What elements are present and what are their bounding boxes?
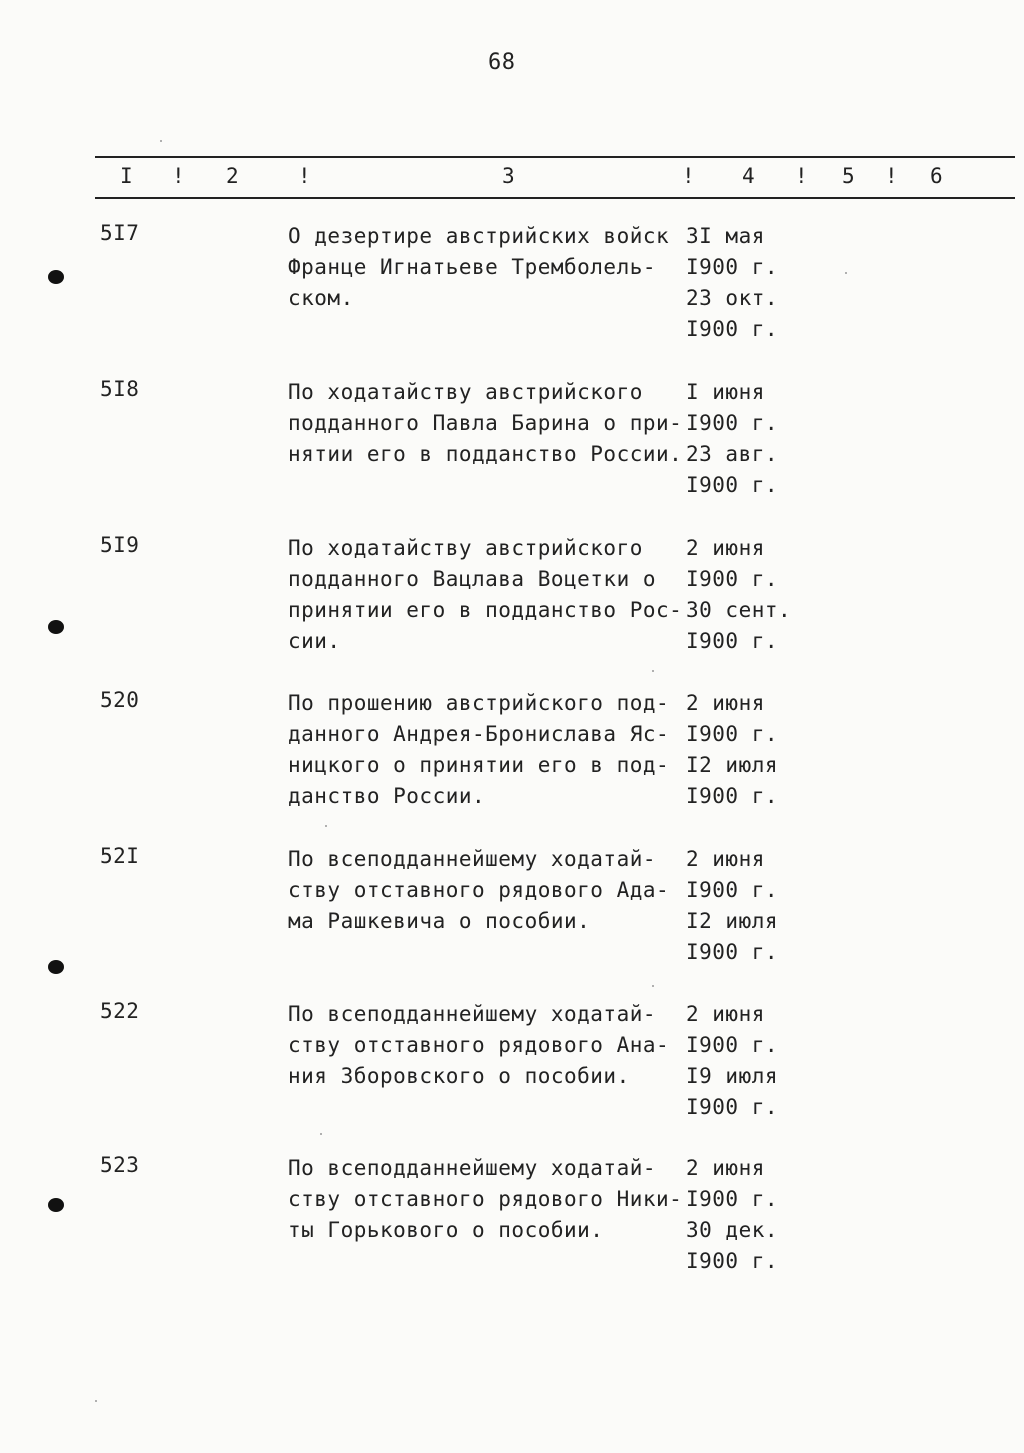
date-end-year: I900 г. (686, 784, 779, 808)
description-line: ницкого о принятии его в под- (288, 753, 670, 777)
column-separator: ! (795, 164, 808, 188)
date-start: 2 июня (686, 1002, 765, 1026)
column-4-header: 4 (742, 164, 755, 188)
scan-speck (652, 670, 654, 672)
scan-speck (95, 1400, 97, 1402)
description-line: ма Рашкевича о пособии. (288, 909, 591, 933)
entry-number: 5I8 (100, 377, 140, 401)
description-line: сии. (288, 629, 341, 653)
date-end-year: I900 г. (686, 1249, 779, 1273)
scan-speck (845, 272, 847, 274)
date-end: 23 окт. (686, 286, 779, 310)
date-start-year: I900 г. (686, 567, 779, 591)
description-line: подданного Вацлава Воцетки о (288, 567, 657, 591)
punch-hole-icon (48, 270, 64, 284)
date-end: I9 июля (686, 1064, 779, 1088)
scan-speck (320, 1133, 322, 1135)
column-6-header: 6 (930, 164, 943, 188)
punch-hole-icon (48, 1198, 64, 1212)
date-start: 2 июня (686, 536, 765, 560)
entry-number: 523 (100, 1153, 140, 1177)
column-2-header: 2 (226, 164, 239, 188)
entry-number: 5I7 (100, 221, 140, 245)
description-line: ния Зборовского о пособии. (288, 1064, 630, 1088)
description-line: ском. (288, 286, 354, 310)
date-end: 30 дек. (686, 1218, 779, 1242)
column-5-header: 5 (842, 164, 855, 188)
description-line: принятии его в подданство Рос- (288, 598, 683, 622)
column-separator: ! (885, 164, 898, 188)
description-line: По прошению австрийского под- (288, 691, 670, 715)
date-end-year: I900 г. (686, 473, 779, 497)
punch-hole-icon (48, 620, 64, 634)
date-start: 2 июня (686, 691, 765, 715)
date-end-year: I900 г. (686, 629, 779, 653)
date-end: I2 июля (686, 909, 779, 933)
entry-number: 520 (100, 688, 140, 712)
date-start-year: I900 г. (686, 1033, 779, 1057)
description-line: По ходатайству австрийского (288, 536, 643, 560)
column-1-header: I (120, 164, 133, 188)
column-separator: ! (682, 164, 695, 188)
date-end: 23 авг. (686, 442, 779, 466)
description-line: По всеподданнейшему ходатай- (288, 1002, 657, 1026)
description-line: ству отставного рядового Ана- (288, 1033, 670, 1057)
description-line: Франце Игнатьеве Тремболель- (288, 255, 657, 279)
date-start: 2 июня (686, 847, 765, 871)
date-start: I июня (686, 380, 765, 404)
description-line: По ходатайству австрийского (288, 380, 643, 404)
date-end-year: I900 г. (686, 317, 779, 341)
date-start: 3I мая (686, 224, 765, 248)
table-header-bottom-rule (95, 197, 1015, 199)
description-line: нятии его в подданство России. (288, 442, 683, 466)
date-end-year: I900 г. (686, 1095, 779, 1119)
table-header-top-rule (95, 156, 1015, 158)
description-line: О дезертире австрийских войск (288, 224, 670, 248)
date-start-year: I900 г. (686, 722, 779, 746)
date-start: 2 июня (686, 1156, 765, 1180)
description-line: данного Андрея-Бронислава Яс- (288, 722, 670, 746)
column-separator: ! (172, 164, 185, 188)
column-3-header: 3 (502, 164, 515, 188)
date-start-year: I900 г. (686, 1187, 779, 1211)
description-line: данство России. (288, 784, 486, 808)
scan-speck (325, 825, 327, 827)
entry-number: 522 (100, 999, 140, 1023)
date-end: 30 сент. (686, 598, 792, 622)
punch-hole-icon (48, 960, 64, 974)
column-separator: ! (298, 164, 311, 188)
date-start-year: I900 г. (686, 411, 779, 435)
description-line: ты Горькового о пособии. (288, 1218, 604, 1242)
entry-number: 52I (100, 844, 140, 868)
description-line: ству отставного рядового Ада- (288, 878, 670, 902)
date-end: I2 июля (686, 753, 779, 777)
description-line: По всеподданнейшему ходатай- (288, 847, 657, 871)
date-start-year: I900 г. (686, 255, 779, 279)
description-line: подданного Павла Барина о при- (288, 411, 683, 435)
entry-number: 5I9 (100, 533, 140, 557)
date-end-year: I900 г. (686, 940, 779, 964)
description-line: По всеподданнейшему ходатай- (288, 1156, 657, 1180)
page-number: 68 (488, 50, 516, 75)
date-start-year: I900 г. (686, 878, 779, 902)
scan-speck (652, 985, 654, 987)
description-line: ству отставного рядового Ники- (288, 1187, 683, 1211)
scan-speck (160, 140, 162, 142)
